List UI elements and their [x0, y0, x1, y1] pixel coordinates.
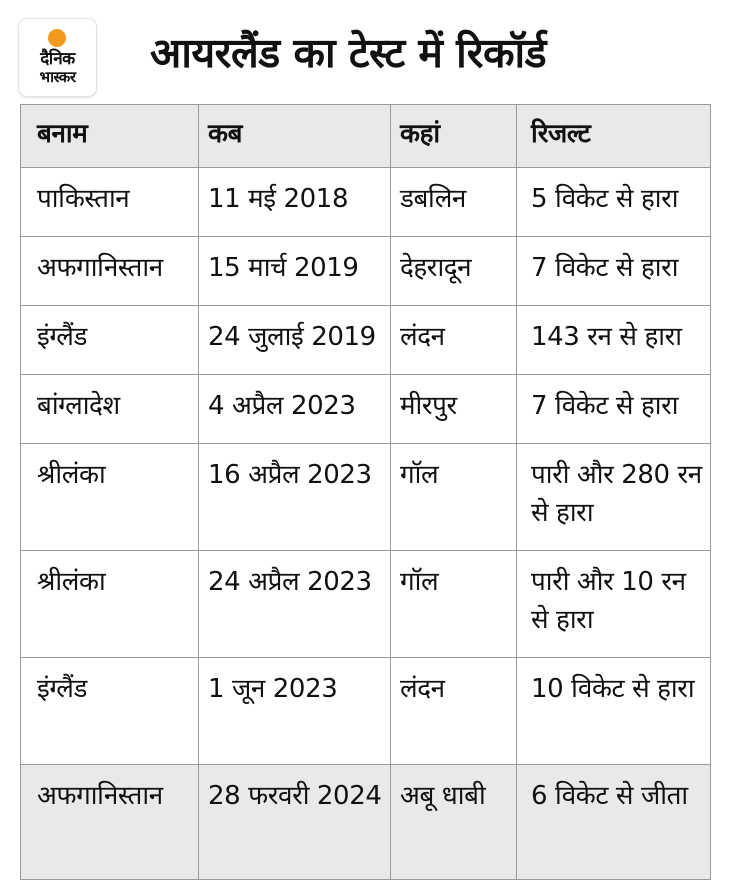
cell-venue: गॉल	[391, 551, 517, 658]
cell-opponent: अफगानिस्तान	[21, 237, 199, 306]
cell-venue: लंदन	[391, 306, 517, 375]
cell-date: 15 मार्च 2019	[199, 237, 391, 306]
cell-date: 24 अप्रैल 2023	[199, 551, 391, 658]
sun-icon	[48, 29, 66, 47]
cell-opponent: श्रीलंका	[21, 551, 199, 658]
cell-venue: डबलिन	[391, 168, 517, 237]
cell-date: 24 जुलाई 2019	[199, 306, 391, 375]
cell-result: 7 विकेट से हारा	[517, 375, 711, 444]
logo-text-line2: भास्कर	[39, 68, 76, 86]
cell-opponent: इंग्लैंड	[21, 658, 199, 765]
dainik-bhaskar-logo[interactable]	[19, 19, 96, 96]
cell-opponent: इंग्लैंड	[21, 306, 199, 375]
test-record-table	[20, 104, 711, 880]
cell-date: 28 फरवरी 2024	[199, 765, 391, 880]
column-header-venue: कहां	[391, 105, 517, 168]
table-row	[21, 444, 711, 551]
cell-opponent: श्रीलंका	[21, 444, 199, 551]
page-title: आयरलैंड का टेस्ट में रिकॉर्ड	[150, 29, 547, 77]
cell-result: 5 विकेट से हारा	[517, 168, 711, 237]
header	[0, 0, 730, 105]
table-row	[21, 306, 711, 375]
cell-opponent: अफगानिस्तान	[21, 765, 199, 880]
logo-text-line1: दैनिक	[40, 49, 75, 69]
column-header-date: कब	[199, 105, 391, 168]
cell-venue: अबू धाबी	[391, 765, 517, 880]
cell-opponent: पाकिस्तान	[21, 168, 199, 237]
cell-result: 10 विकेट से हारा	[517, 658, 711, 765]
cell-opponent: बांग्लादेश	[21, 375, 199, 444]
cell-venue: देहरादून	[391, 237, 517, 306]
cell-date: 11 मई 2018	[199, 168, 391, 237]
cell-result: 143 रन से हारा	[517, 306, 711, 375]
table-row	[21, 237, 711, 306]
table-row	[21, 168, 711, 237]
table-row-highlighted	[21, 765, 711, 880]
table-header-row	[21, 105, 711, 168]
cell-result: 7 विकेट से हारा	[517, 237, 711, 306]
cell-result: 6 विकेट से जीता	[517, 765, 711, 880]
table-row	[21, 551, 711, 658]
table-row	[21, 658, 711, 765]
cell-date: 1 जून 2023	[199, 658, 391, 765]
cell-result: पारी और 280 रन से हारा	[517, 444, 711, 551]
cell-venue: गॉल	[391, 444, 517, 551]
column-header-result: रिजल्ट	[517, 105, 711, 168]
cell-date: 4 अप्रैल 2023	[199, 375, 391, 444]
table-row	[21, 375, 711, 444]
cell-venue: मीरपुर	[391, 375, 517, 444]
cell-venue: लंदन	[391, 658, 517, 765]
cell-result: पारी और 10 रन से हारा	[517, 551, 711, 658]
column-header-opponent: बनाम	[21, 105, 199, 168]
cell-date: 16 अप्रैल 2023	[199, 444, 391, 551]
